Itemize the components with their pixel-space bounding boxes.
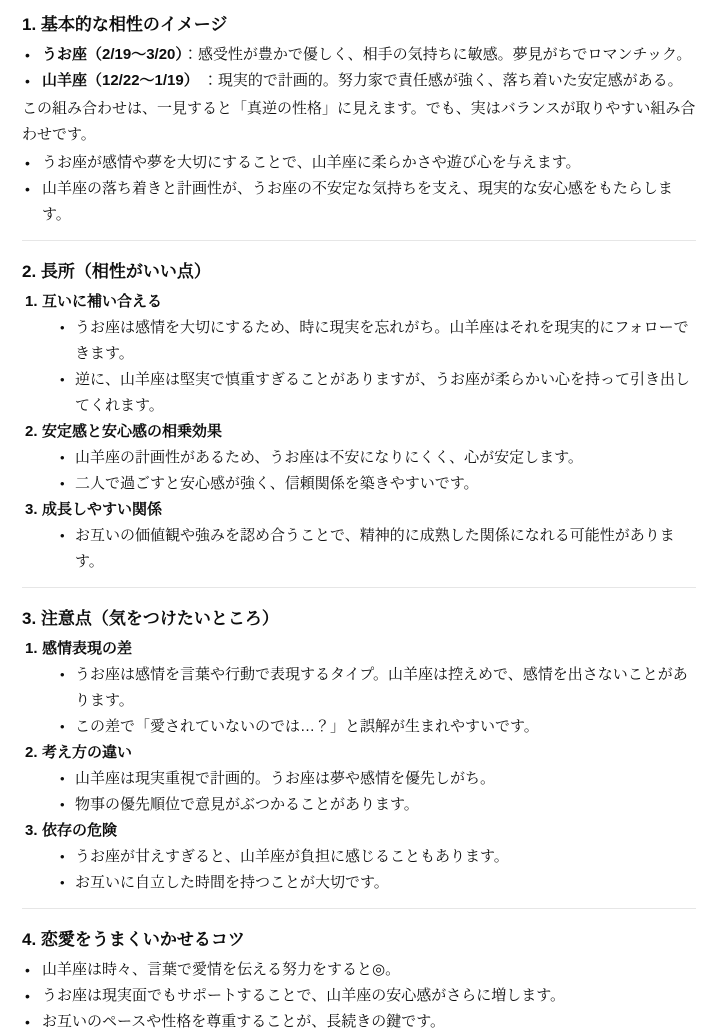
list-item: • 二人で過ごすと安心感が強く、信頼関係を築きやすいです。: [22, 471, 696, 497]
list-item: • うお座が感情や夢を大切にすることで、山羊座に柔らかさや遊び心を与えます。: [22, 150, 696, 176]
section-love-tips: [22, 927, 696, 1035]
list-item: • お互いの価値観や強みを認め合うことで、精神的に成熟した関係になれる可能性があります。: [22, 523, 696, 575]
sub-list: [22, 445, 696, 497]
numbered-item-thinking-difference: [22, 740, 696, 818]
numbered-item-title: 成長しやすい関係: [42, 501, 163, 518]
section4-heading: 4. 恋愛をうまくいかせるコツ: [22, 930, 245, 949]
list-item: • うお座は感情を大切にするため、時に現実を忘れがち。山羊座はそれを現実的にフォローできます。: [22, 315, 696, 367]
numbered-item-title: 互いに補い合える: [42, 293, 163, 310]
list-item: • お互いに自立した時間を持つことが大切です。: [22, 870, 696, 896]
section-divider: [22, 240, 696, 241]
sub-list: [22, 315, 696, 419]
section1-heading: 1. 基本的な相性のイメージ: [22, 15, 228, 34]
section-strengths: [22, 259, 696, 575]
section-basic-compatibility: [22, 12, 696, 228]
numbered-item-title: 感情表現の差: [42, 640, 133, 657]
list-item-pisces: [22, 42, 696, 68]
list-item: • 山羊座の計画性があるため、うお座は不安になりにくく、心が安定します。: [22, 445, 696, 471]
list-item: • うお座は現実面でもサポートすることで、山羊座の安心感がさらに増します。: [22, 983, 696, 1009]
intro-paragraph: この組み合わせは、一見すると「真逆の性格」に見えます。でも、実はバランスが取りやすい組み合わせです。: [22, 100, 696, 143]
numbered-item-title: 安定感と安心感の相乗効果: [42, 423, 223, 440]
list-item: • 逆に、山羊座は堅実で慎重すぎることがありますが、うお座が柔らかい心を持って引き出してくれます。: [22, 367, 696, 419]
love-tips-list: [22, 957, 696, 1035]
list-item: • うお座が甘えすぎると、山羊座が負担に感じることもあります。: [22, 844, 696, 870]
section-divider: [22, 587, 696, 588]
pisces-label: うお座（2/19〜3/20）: [42, 46, 183, 63]
numbered-item-growth: [22, 497, 696, 575]
pisces-description: ：感受性が豊かで優しく、相手の気持ちに敏感。夢見がちでロマンチック。: [182, 46, 692, 63]
numbered-item-title: 依存の危険: [42, 822, 118, 839]
numbered-item-emotional-expression: [22, 636, 696, 740]
numbered-item-dependency-risk: [22, 818, 696, 896]
capricorn-label: 山羊座（12/22〜1/19）: [42, 72, 199, 89]
section-divider: [22, 908, 696, 909]
section3-heading: 3. 注意点（気をつけたいところ）: [22, 609, 279, 628]
list-item: • 山羊座は時々、言葉で愛情を伝える努力をすると◎。: [22, 957, 696, 983]
numbered-item-title: 考え方の違い: [42, 744, 133, 761]
list-item: • 山羊座は現実重視で計画的。うお座は夢や感情を優先しがち。: [22, 766, 696, 792]
strengths-list: [22, 289, 696, 575]
section-cautions: [22, 606, 696, 896]
capricorn-description: ：現実的で計画的。努力家で責任感が強く、落ち着いた安定感がある。: [198, 72, 683, 89]
cautions-list: [22, 636, 696, 896]
list-item: • この差で「愛されていないのでは…？」と誤解が生まれやすいです。: [22, 714, 696, 740]
list-item: • お互いのペースや性格を尊重することが、長続きの鍵です。: [22, 1009, 696, 1035]
balance-list: [22, 150, 696, 228]
numbered-item-stability: [22, 419, 696, 497]
sub-list: [22, 523, 696, 575]
section2-heading: 2. 長所（相性がいい点）: [22, 262, 211, 281]
numbered-item-complement: [22, 289, 696, 419]
list-item-capricorn: [22, 68, 696, 94]
list-item: • 物事の優先順位で意見がぶつかることがあります。: [22, 792, 696, 818]
list-item: • うお座は感情を言葉や行動で表現するタイプ。山羊座は控えめで、感情を出さないことがあります。: [22, 662, 696, 714]
sub-list: [22, 766, 696, 818]
sub-list: [22, 844, 696, 896]
sign-description-list: [22, 42, 696, 94]
list-item: • 山羊座の落ち着きと計画性が、うお座の不安定な気持ちを支え、現実的な安心感をもたらします。: [22, 176, 696, 228]
sub-list: [22, 662, 696, 740]
